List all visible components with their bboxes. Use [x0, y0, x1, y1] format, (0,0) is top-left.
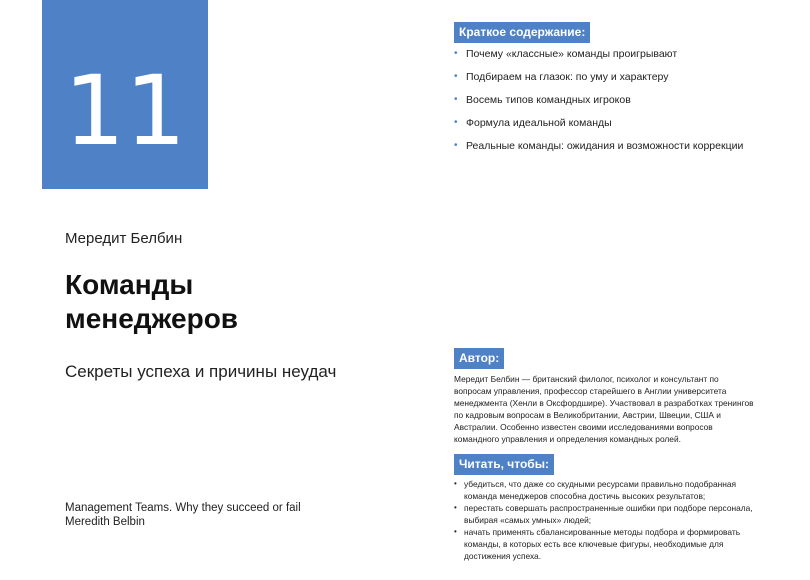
original-edition — [65, 502, 301, 529]
book-title — [65, 268, 238, 336]
summary-item-text: Реальные команды: ожидания и возможности коррекции — [466, 140, 744, 152]
author-heading: Автор: — [454, 348, 504, 369]
bullet-icon: • — [454, 71, 458, 82]
summary-item — [454, 93, 794, 116]
summary-list — [454, 47, 794, 162]
read-to-item — [454, 502, 762, 526]
read-to-item-text: убедиться, что даже со скудными ресурсами правильно подобранная команда менеджеров способна достичь высоких результатов; — [464, 479, 737, 501]
read-to-item — [454, 526, 762, 562]
bullet-icon: • — [454, 503, 457, 512]
author-bio: Мередит Белбин — британский филолог, психолог и консультант по вопросам управления, профессор старейшего в Англии университета менеджмента (Хенли в Оксфордшире). Участвовал в разработках тренингов по кадровым вопросам в Великобритании, Австрии, Швеции, США и Австралии. Особенно известен своими исследованиями вопросов командного управления и определения командных ролей. — [454, 374, 754, 444]
read-to-heading: Читать, чтобы: — [454, 454, 554, 475]
bullet-icon: • — [454, 48, 458, 59]
summary-item-text: Подбираем на глазок: по уму и характеру — [466, 71, 669, 83]
read-to-item-text: начать применять сбалансированные методы подбора и формировать команды, в которых есть все ключевые фигуры, необходимые для достижения успеха. — [464, 527, 741, 561]
book-subtitle: Секреты успеха и причины неудач — [65, 362, 337, 381]
read-to-list — [454, 478, 762, 562]
read-to-item — [454, 478, 762, 502]
bullet-icon: • — [454, 527, 457, 536]
bullet-icon: • — [454, 140, 458, 151]
chapter-number: 11 — [63, 55, 187, 167]
read-to-item-text: перестать совершать распространенные ошибки при подборе персонала, выбирая «самых умных» людей; — [464, 503, 753, 525]
author-name: Мередит Белбин — [65, 230, 183, 247]
book-title-line1: Команды — [65, 269, 194, 300]
chapter-number-box — [42, 0, 208, 189]
bullet-icon: • — [454, 117, 458, 128]
book-title-line2: менеджеров — [65, 303, 239, 334]
summary-item — [454, 47, 794, 70]
original-title: Management Teams. Why they succeed or fail — [65, 502, 301, 514]
summary-heading: Краткое содержание: — [454, 22, 590, 43]
bullet-icon: • — [454, 94, 458, 105]
summary-item-text: Почему «классные» команды проигрывают — [466, 48, 678, 60]
bullet-icon: • — [454, 479, 457, 488]
summary-item — [454, 139, 794, 162]
summary-item — [454, 116, 794, 139]
summary-item-text: Восемь типов командных игроков — [466, 94, 631, 106]
summary-item-text: Формула идеальной команды — [466, 117, 612, 129]
summary-item — [454, 70, 794, 93]
original-author: Meredith Belbin — [65, 515, 145, 528]
